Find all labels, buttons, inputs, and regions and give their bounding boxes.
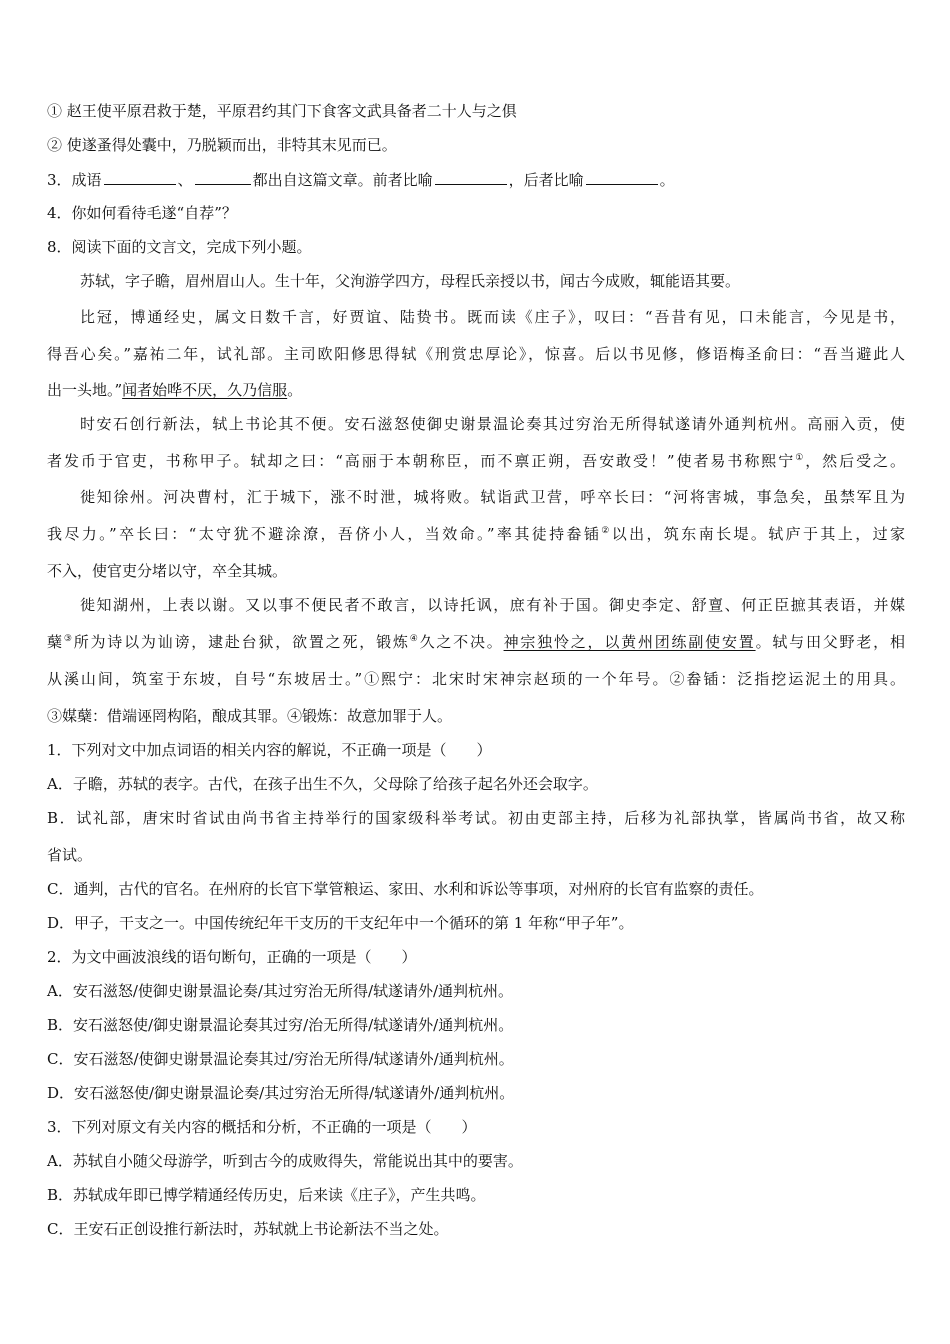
answer-blank[interactable]: [195, 169, 251, 185]
option-2c: C．安石滋怒/使御史谢景温论奏其过/穷治无所得/轼遂请外/通判杭州。: [47, 1050, 514, 1068]
answer-blank[interactable]: [104, 169, 176, 185]
footnote-marker: ④: [409, 634, 420, 644]
passage-para-5-line: 从溪山间，筑室于东坡，自号“东坡居士。”①熙宁：北宋时宋神宗赵顼的一个年号。②畚锸：泛指挖运泥土的用具。: [47, 670, 905, 688]
footnote-marker: ①: [795, 453, 806, 463]
passage-para-3-line: 时安石创行新法，轼上书论其不便。安石滋怒使御史谢景温论奏其过穷治无所得轼遂请外通判杭州。高丽入贡，使: [80, 415, 905, 433]
wavy-underlined-sentence: 闻者始哗不厌，久乃信服: [122, 381, 288, 399]
passage-para-2-line: 比冠，博通经史，属文日数千言，好贾谊、陆贽书。既而读《庄子》，叹曰：“吾昔有见，口未能言，今见是书，: [80, 308, 905, 326]
passage-para-2-line: 得吾心矣。”嘉祐二年，试礼部。主司欧阳修思得轼《刑赏忠厚论》，惊喜。后以书见修，修语梅圣俞曰：“吾当避此人: [47, 345, 905, 363]
passage-para-2-line: 出一头地。”闻者始哗不厌，久乃信服。: [47, 381, 303, 399]
passage-para-5-line: 蘖③所为诗以为讪谤，逮赴台狱，欲置之死，锻炼④久之不决。神宗独怜之，以黄州团练副使安置。轼与田父野老，相: [47, 633, 905, 651]
option-1c: C．通判，古代的官名。在州府的长官下掌管粮运、家田、水利和诉讼等事项，对州府的长官有监察的责任。: [47, 880, 764, 898]
question-2: 2．为文中画波浪线的语句断句，正确的一项是（ ）: [47, 948, 417, 966]
footnotes: ③媒蘖：借端诬罔构陷，酿成其罪。④锻炼：故意加罪于人。: [47, 707, 453, 725]
question-3: 3．下列对原文有关内容的概括和分析，不正确的一项是（ ）: [47, 1118, 477, 1136]
sentence-1: ① 赵王使平原君救于楚，平原君约其门下食客文武具备者二十人与之俱: [47, 102, 517, 120]
passage-para-3-line: 者发币于官吏，书称甲子。轼却之曰：“高丽于本朝称臣，而不禀正朔，吾安敢受！”使者易书称熙宁①，然后受之。: [47, 452, 905, 470]
option-3b: B．苏轼成年即已博学精通经传历史，后来读《庄子》，产生共鸣。: [47, 1186, 486, 1204]
passage-para-4-line: 我尽力。”卒长曰：“太守犹不避涂潦，吾侪小人，当效命。”率其徒持畚锸②以出，筑东南长堤。轼庐于其上，过家: [47, 525, 905, 543]
answer-blank[interactable]: [586, 169, 658, 185]
passage-para-4-line: 徙知徐州。河决曹村，汇于城下，涨不时泄，城将败。轼诣武卫营，呼卒长曰：“河将害城，事急矣，虽禁军且为: [80, 488, 905, 506]
footnote-marker: ③: [63, 634, 74, 644]
option-3a: A．苏轼自小随父母游学，听到古今的成败得失，常能说出其中的要害。: [47, 1152, 523, 1170]
option-2a: A．安石滋怒/使御史谢景温论奏/其过穷治无所得/轼遂请外/通判杭州。: [47, 982, 514, 1000]
option-2d: D．安石滋怒使/御史谢景温论奏/其过穷治无所得/轼遂请外/通判杭州。: [47, 1084, 515, 1102]
option-1a: A．子瞻，苏轼的表字。古代，在孩子出生不久，父母除了给孩子起名外还会取字。: [47, 775, 598, 793]
option-1b-cont: 省试。: [47, 846, 93, 864]
passage-para-5-line: 徙知湖州，上表以谢。又以事不便民者不敢言，以诗托讽，庶有补于国。御史李定、舒亶、何正臣摭其表语，并媒: [80, 596, 905, 614]
option-1d: D．甲子，干支之一。中国传统纪年干支历的干支纪年中一个循环的第 1 年称“甲子年”。: [47, 914, 634, 932]
question-3-idioms: 3．成语 、 都出自这篇文章。前者比喻 ，后者比喻 。: [47, 171, 675, 189]
passage-para-4-line: 不入，使官吏分堵以守，卒全其城。: [47, 562, 288, 580]
underlined-sentence: 神宗独怜之，以黄州团练副使安置: [503, 633, 756, 651]
question-8-title: 8．阅读下面的文言文，完成下列小题。: [47, 238, 312, 256]
option-2b: B．安石滋怒使/御史谢景温论奏其过穷/治无所得/轼遂请外/通判杭州。: [47, 1016, 514, 1034]
passage-para-1: 苏轼，字子瞻，眉州眉山人。生十年，父洵游学四方，母程氏亲授以书，闻古今成败，辄能语其要。: [80, 272, 741, 290]
question-4: 4．你如何看待毛遂“自荐”？: [47, 204, 237, 222]
option-3c: C．王安石正创设推行新法时，苏轼就上书论新法不当之处。: [47, 1220, 449, 1238]
sentence-2: ② 使遂蚤得处囊中，乃脱颖而出，非特其末见而已。: [47, 136, 397, 154]
footnote-marker: ②: [601, 526, 612, 536]
answer-blank[interactable]: [435, 169, 507, 185]
question-1: 1．下列对文中加点词语的相关内容的解说，不正确一项是（ ）: [47, 741, 492, 759]
option-1b: B．试礼部，唐宋时省试由尚书省主持举行的国家级科举考试。初由吏部主持，后移为礼部执掌，皆属尚书省，故又称: [47, 809, 905, 827]
